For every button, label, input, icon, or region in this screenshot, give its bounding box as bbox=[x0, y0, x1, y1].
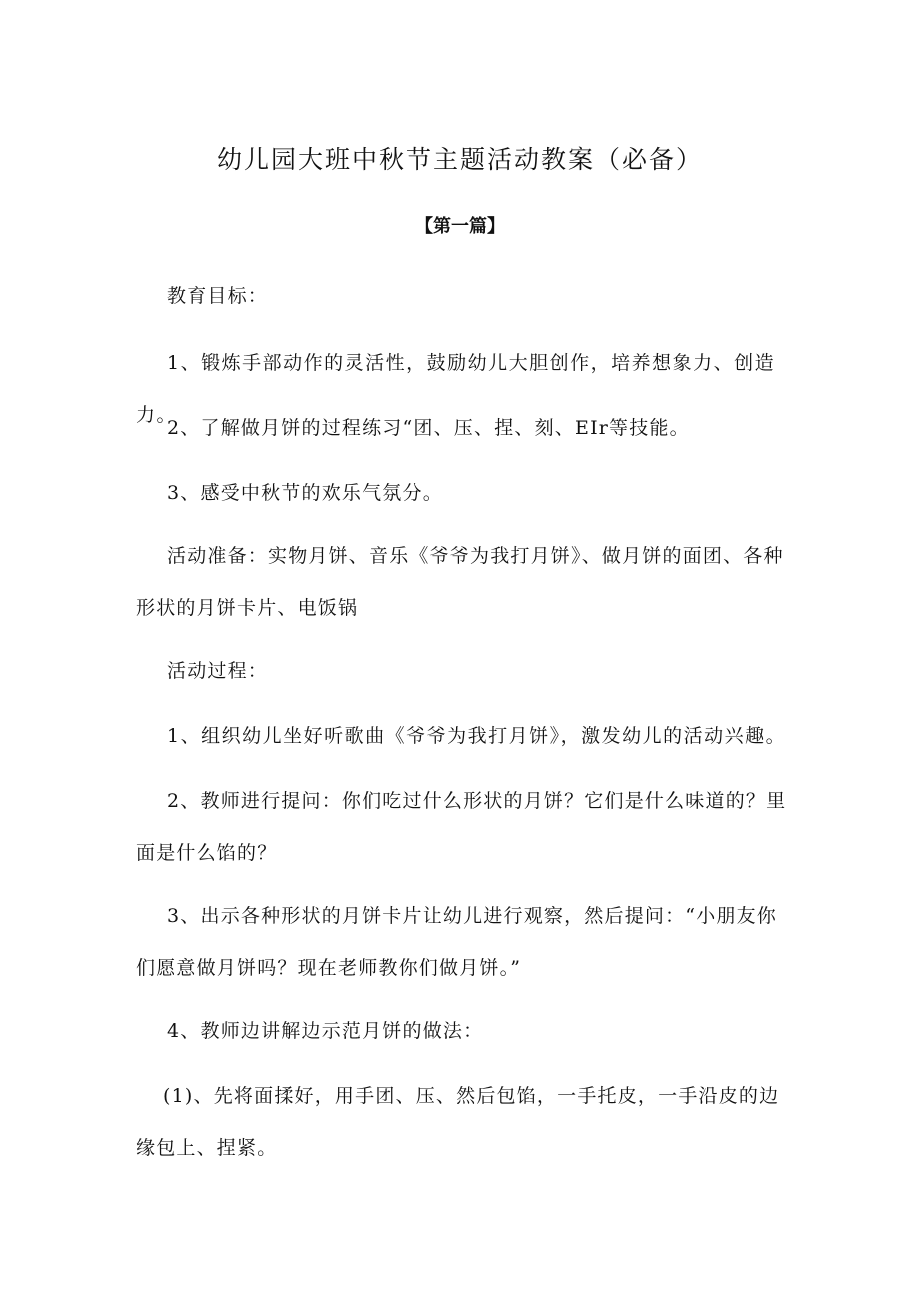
paragraph-process-3: 3、出示各种形状的月饼卡片让幼儿进行观察，然后提问：“小朋友你们愿意做月饼吗？现在老师教你们做月饼。” bbox=[136, 905, 778, 979]
document-title: 幼儿园大班中秋节主题活动教案（必备） bbox=[216, 145, 703, 174]
paragraph-process-2: 2、教师进行提问：你们吃过什么形状的月饼？它们是什么味道的？里面是什么馅的？ bbox=[136, 790, 787, 864]
paragraph-goal-2: 2、了解做月饼的过程练习“团、压、捏、刻、EIr等技能。 bbox=[167, 417, 690, 439]
paragraph-education-goals-heading: 教育目标： bbox=[167, 285, 269, 307]
paragraph-activity-preparation: 活动准备：实物月饼、音乐《爷爷为我打月饼》、做月饼的面团、各种形状的月饼卡片、电饭锅 bbox=[136, 545, 784, 619]
paragraph-goal-1: 1、锻炼手部动作的灵活性，鼓励幼儿大胆创作，培养想象力、创造力。 bbox=[136, 352, 776, 426]
paragraph-step-1: (1)、先将面揉好，用手团、压、然后包馅，一手托皮，一手沿皮的边缘包上、捏紧。 bbox=[136, 1085, 780, 1159]
paragraph-process-4: 4、教师边讲解边示范月饼的做法： bbox=[167, 1020, 484, 1042]
paragraph-goal-3: 3、感受中秋节的欢乐气氛分。 bbox=[167, 482, 443, 504]
section-heading: 【第一篇】 bbox=[415, 216, 505, 237]
paragraph-process-1: 1、组织幼儿坐好听歌曲《爷爷为我打月饼》，激发幼儿的活动兴趣。 bbox=[167, 725, 787, 747]
paragraph-activity-process-heading: 活动过程： bbox=[167, 660, 269, 682]
